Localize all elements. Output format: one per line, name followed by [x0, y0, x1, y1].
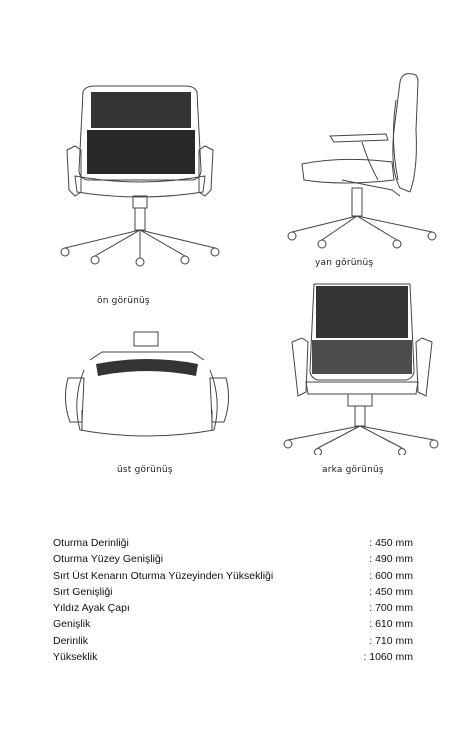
side-view-drawing [282, 70, 442, 250]
spec-value: : 600 mm [369, 569, 413, 582]
spec-row [53, 535, 413, 551]
spec-row [53, 600, 413, 616]
spec-table [53, 535, 413, 665]
spec-row [53, 633, 413, 649]
spec-row [53, 584, 413, 600]
spec-value: : 700 mm [369, 602, 413, 615]
spec-label: Oturma Yüzey Genişliği [53, 553, 164, 566]
spec-label: Oturma Derinliği [53, 537, 129, 549]
spec-value: : 710 mm [369, 634, 413, 647]
spec-value: : 490 mm [369, 553, 413, 566]
back-view-drawing [282, 280, 442, 455]
spec-value: : 450 mm [369, 585, 413, 598]
spec-value: : 450 mm [369, 537, 413, 549]
spec-label: Derinlik [53, 634, 89, 647]
top-view-drawing [62, 330, 232, 450]
back-view-caption: arka görünüş [322, 465, 384, 475]
spec-label: Sırt Genişliği [53, 585, 113, 598]
spec-label: Genişlik [53, 618, 91, 631]
spec-value: : 1060 mm [363, 651, 413, 664]
front-view-drawing [55, 80, 225, 270]
spec-label: Yükseklik [53, 651, 98, 664]
spec-row [53, 616, 413, 632]
spec-row [53, 568, 413, 584]
spec-label: Yıldız Ayak Çapı [53, 602, 130, 615]
spec-row [53, 551, 413, 567]
side-view-caption: yan görünüş [315, 258, 374, 268]
spec-row [53, 649, 413, 665]
top-view-caption: üst görünüş [117, 465, 173, 475]
spec-value: : 610 mm [369, 618, 413, 631]
spec-label: Sırt Üst Kenarın Oturma Yüzeyinden Yüksekliği [53, 569, 274, 582]
front-view-caption: ön görünüş [97, 296, 150, 306]
